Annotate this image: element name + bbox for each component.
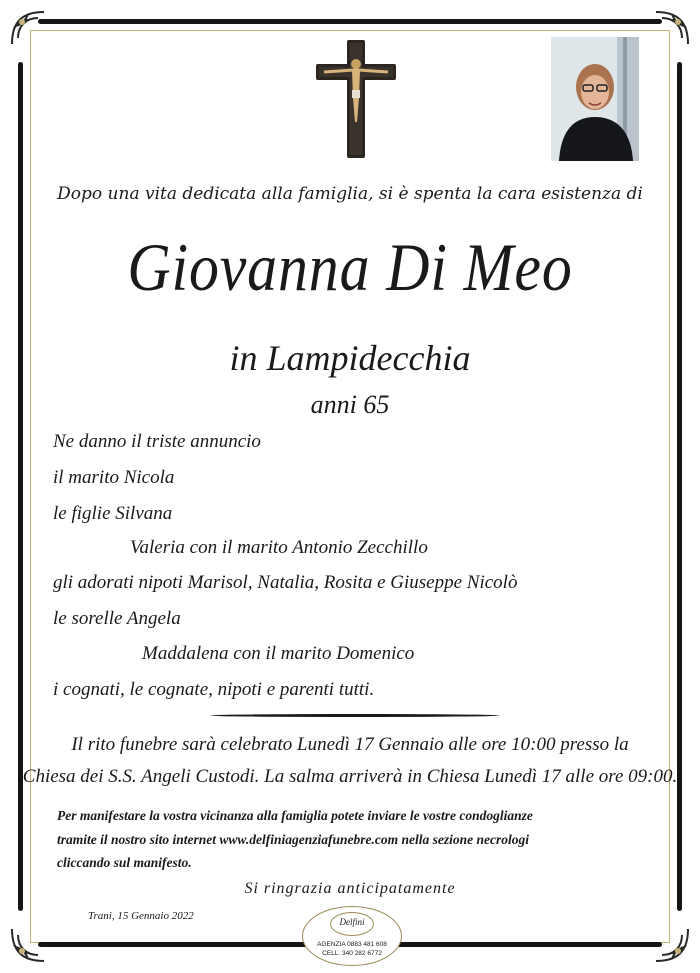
corner-ornament-icon: [652, 925, 692, 965]
intro-text: Dopo una vita dedicata alla famiglia, si è spenta la cara esistenza di: [57, 184, 643, 204]
announcement-line: Ne danno il triste annuncio: [53, 431, 261, 452]
married-name: in Lampidecchia: [229, 338, 471, 378]
deceased-photo: [551, 37, 639, 161]
agency-cell: CELL. 340 282 6772: [322, 950, 382, 957]
announcement-line: le sorelle Angela: [53, 608, 181, 629]
deceased-name: Giovanna Di Meo: [127, 229, 573, 305]
condolence-notice-line: tramite il nostro sito internet www.delfiniagenziafunebre.com nella sezione necrologi: [57, 832, 530, 847]
thanks-text: Si ringrazia anticipatamente: [244, 880, 456, 897]
agency-logo: [302, 906, 402, 966]
funeral-rite-line: Il rito funebre sarà celebrato Lunedì 17 Gennaio alle ore 10:00 presso la: [71, 734, 629, 755]
crucifix-icon: [316, 40, 396, 158]
corner-ornament-icon: [8, 925, 48, 965]
condolence-notice-line: cliccando sul manifesto.: [57, 855, 192, 870]
announcement-line: Valeria con il marito Antonio Zecchillo: [130, 537, 428, 558]
corner-ornament-icon: [652, 8, 692, 48]
announcement-line: il marito Nicola: [53, 467, 175, 488]
dateline: Trani, 15 Gennaio 2022: [88, 910, 194, 922]
funeral-rite-line: Chiesa dei S.S. Angeli Custodi. La salma arriverà in Chiesa Lunedì 17 alle ore 09:00.: [22, 766, 678, 787]
announcement-line: gli adorati nipoti Marisol, Natalia, Rosita e Giuseppe Nicolò: [53, 572, 518, 593]
frame-top-bar: [38, 19, 662, 24]
age: anni 65: [310, 390, 390, 419]
agency-phone: AGENZIA 0883 481 608: [317, 941, 387, 948]
condolence-notice-line: Per manifestare la vostra vicinanza alla famiglia potete inviare le vostre condoglianze: [57, 808, 533, 823]
announcement-line: Maddalena con il marito Domenico: [142, 643, 415, 664]
agency-brand: Delfini: [339, 917, 365, 927]
announcement-line: i cognati, le cognate, nipoti e parenti tutti.: [53, 679, 375, 700]
divider: [210, 714, 500, 717]
announcement-line: le figlie Silvana: [53, 503, 173, 524]
corner-ornament-icon: [8, 8, 48, 48]
